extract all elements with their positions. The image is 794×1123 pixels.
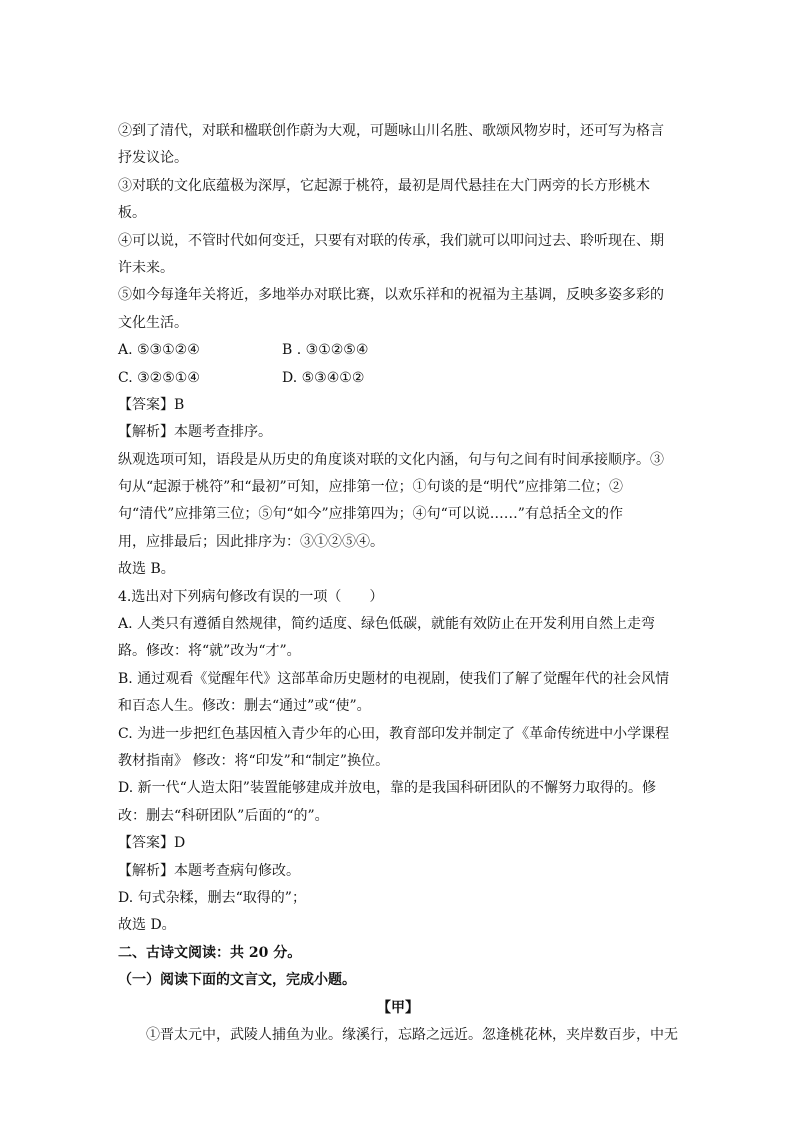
sentence-4-line-2: 许未来。: [118, 259, 174, 276]
q4-option-d-line-1: D. 新一代“人造太阳”装置能够建成并放电，靠的是我国科研团队的不懈努力取得的。修: [118, 780, 656, 797]
q4-option-d-line-2: 改：删去“科研团队”后面的“的”。: [118, 807, 329, 824]
q3-option-d: D. ⑤③④①②: [282, 369, 365, 386]
sentence-5-line-2: 文化生活。: [118, 314, 188, 331]
passage-jia-paragraph-1: ①晋太元中，武陵人捕鱼为业。缘溪行，忘路之远近。忽逢桃花林，夹岸数百步，中无: [146, 1026, 678, 1043]
q4-analysis-head: 【解析】本题考查病句修改。: [118, 862, 300, 879]
page-content: [118, 118, 678, 1049]
sentence-3-line-1: ③对联的文化底蕴极为深厚，它起源于桃符，最初是周代悬挂在大门两旁的长方形桃木: [118, 177, 650, 194]
q3-conclusion: 故选 B。: [118, 561, 175, 578]
q4-option-a-line-2: 路。修改：将“就”改为“才”。: [118, 643, 301, 660]
q3-answer: 【答案】B: [118, 396, 185, 413]
sentence-4-line-1: ④可以说，不管时代如何变迁，只要有对联的传承，我们就可以叩问过去、聆听现在、期: [118, 232, 664, 249]
q3-options-row-1: [118, 337, 678, 364]
section-2-subtitle: （一）阅读下面的文言文，完成小题。: [118, 972, 356, 989]
q4-option-c-line-1: C. 为进一步把红色基因植入青少年的心田，教育部印发并制定了《革命传统进中小学课程: [118, 725, 670, 742]
q3-analysis-line-2: 句从“起源于桃符”和“最初”可知，应排第一位；①句谈的是“明代”应排第二位；②: [118, 479, 623, 496]
q3-options-row-2: [118, 365, 678, 392]
q4-option-b-line-2: 和百态人生。修改：删去“通过”或“使”。: [118, 698, 371, 715]
q4-stem: 4.选出对下列病句修改有误的一项（ ）: [118, 588, 384, 605]
q3-option-a: A. ⑤③①②④: [118, 342, 200, 359]
q3-analysis-line-1: 纵观选项可知，语段是从历史的角度谈对联的文化内涵，句与句之间有时间承接顺序。③: [118, 451, 664, 468]
passage-jia-label: 【甲】: [377, 999, 419, 1016]
q3-option-c: C. ③②⑤①④: [118, 369, 200, 386]
q4-conclusion: 故选 D。: [118, 917, 176, 934]
q3-option-b: B . ③①②⑤④: [282, 342, 369, 359]
sentence-3-line-2: 板。: [118, 205, 146, 222]
q4-option-c-line-2: 教材指南》 修改：将“印发”和“制定”换位。: [118, 752, 390, 769]
q3-analysis-head: 【解析】本题考查排序。: [118, 424, 272, 441]
q3-analysis-line-4: 用，应排最后；因此排序为：③①②⑤④。: [118, 533, 384, 550]
q4-option-b-line-1: B. 通过观看《觉醒年代》这部革命历史题材的电视剧，使我们了解了觉醒年代的社会风情: [118, 670, 670, 687]
sentence-2-line-2: 抒发议论。: [118, 150, 188, 167]
q4-analysis-d: D. 句式杂糅，删去“取得的”；: [118, 889, 306, 906]
q3-analysis-line-3: 句“清代”应排第三位；⑤句“如今”应排第四为；④句“可以说……”有总括全文的作: [118, 506, 623, 523]
q4-option-a-line-1: A. 人类只有遵循自然规律，简约适度、绿色低碳，就能有效防止在开发利用自然上走弯: [118, 616, 656, 633]
sentence-5-line-1: ⑤如今每逢年关将近，多地举办对联比赛，以欢乐祥和的祝福为主基调，反映多姿多彩的: [118, 287, 664, 304]
sentence-2-line-1: ②到了清代，对联和楹联创作蔚为大观，可题咏山川名胜、歌颂风物岁时，还可写为格言: [118, 123, 664, 139]
q4-answer: 【答案】D: [118, 835, 186, 852]
section-2-title: 二、古诗文阅读：共 20 分。: [118, 944, 302, 961]
